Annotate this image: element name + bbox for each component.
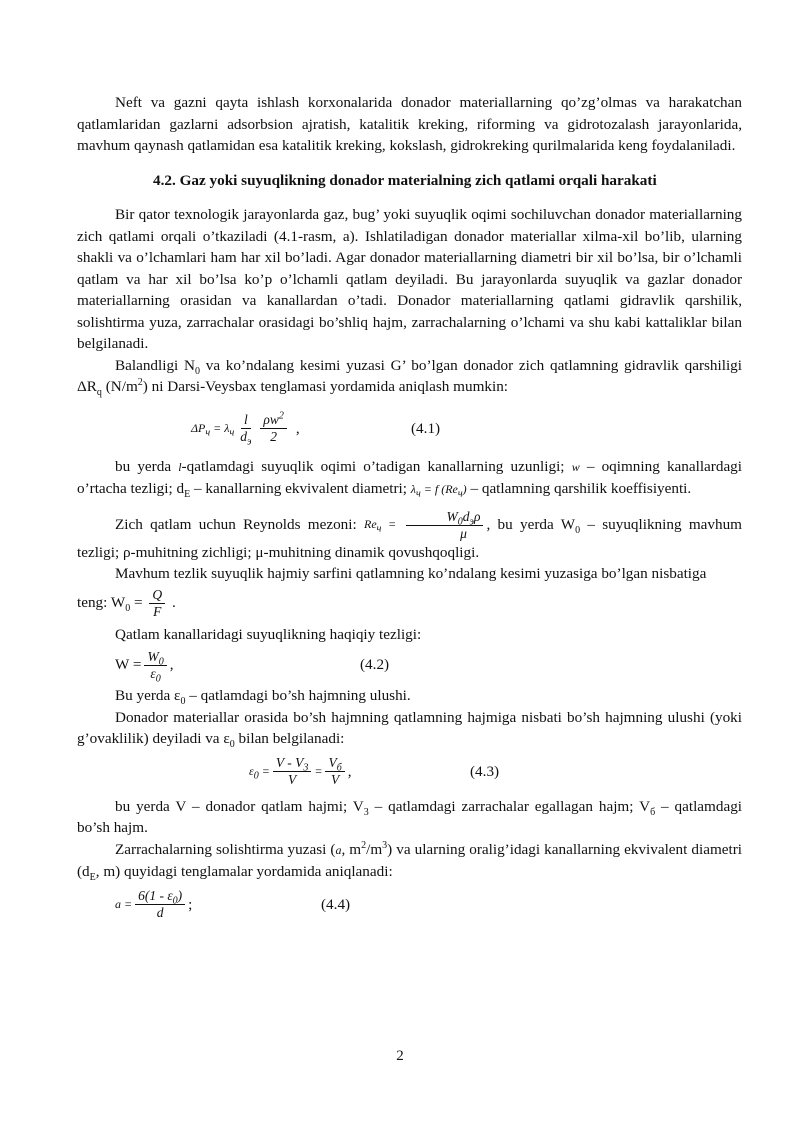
- eq4-number: (4.4): [321, 895, 351, 913]
- page-number: 2: [396, 1048, 404, 1064]
- equation-4-4: a = $\frac{6(1 - \varepsilon_0)}{d}$ ; (4.4): [115, 888, 351, 920]
- equation-4-3: $\varepsilon_0$ = $\frac{V - V_3}{V}$ = $\frac{V_б}{V}$ , (4.3): [249, 755, 500, 787]
- eq2-number: (4.2): [360, 656, 390, 674]
- eq3-number: (4.3): [470, 762, 500, 780]
- eq3-fraction-1: $\frac{V - V_3}{V}$: [273, 755, 312, 788]
- paragraph-superficial-velocity: Mavhum tezlik suyuqlik hajmiy sarfini qatlamning ko’ndalang kesimi yuzasiga bo’lgan nisbatiga: [115, 565, 707, 582]
- w0-fraction: $\frac{Q}{F}$: [149, 587, 165, 620]
- eq1-lhs: $\Delta P_ч = \lambda_ч$: [191, 420, 235, 439]
- reynolds-fraction: $\frac{W_0d_э\rho}{\mu}$: [406, 509, 484, 542]
- eq1-fraction-rho-w: $\frac{\rho w^2}{2}$: [260, 412, 286, 445]
- paragraph-specific-surface: Zarrachalarning solishtirma yuzasi (a, $m^2/m^3$) va ularning oralig’idagi kanallarning ekvivalent diametri ($d_E$, m) quyidagi tenglamalar yordamida aniqlanadi:: [77, 839, 742, 884]
- eq3-fraction-2: $\frac{V_б}{V}$: [325, 755, 344, 788]
- equation-4-2: W = $\frac{W_0}{\varepsilon_0}$ , (4.2): [115, 648, 390, 685]
- paragraph-void-fraction: Bu yerda $\varepsilon_0$ – qatlamdagi bo’sh hajmning ulushi.: [115, 687, 411, 708]
- paragraph-intro: Neft va gazni qayta ishlash korxonalarida donador materiallarning qo’zg’olmas va harakatchan qatlamlaridan gazlarni adsorbsion ajratish, katalitik kreking, riforming va gidrotozalash jarayonlarida, mavhum qaynash qatlamidan esa katalitik kreking, kokslash, gidrokreking qurilmalarida keng foydalaniladi.: [77, 94, 742, 154]
- paragraph-actual-velocity: Qatlam kanallaridagi suyuqlikning haqiqiy tezligi:: [115, 625, 422, 643]
- paragraph-volumes: bu yerda V – donador qatlam hajmi; $V_3$ – qatlamdagi zarrachalar egallagan hajm; $V_б$ – qatlamdagi bo’sh hajm.: [77, 797, 743, 836]
- page-body: [77, 92, 742, 927]
- paragraph-porosity: Donador materiallar orasida bo’sh hajmning qatlamning hajmiga nisbati bo’sh hajmning ulushi (yoki g’ovaklilik) deyiladi va $\varepsilon_0$ bilan belgilanadi:: [77, 708, 742, 751]
- eq1-number: (4.1): [411, 419, 441, 437]
- eq2-fraction: $\frac{W_0}{\varepsilon_0}$: [144, 649, 166, 682]
- eq1-fraction-l-d: $\frac{l}{d_э}$: [240, 412, 252, 448]
- paragraph-dense-layer: Bir qator texnologik jarayonlarda gaz, bug’ yoki suyuqlik oqimi sochiluvchan donador materiallarning zich qatlami orqali o’tkaziladi (4.1-rasm, a). Ishlatiladigan donador materiallar xilma-xil bo’lib, ularning shakli va o’lchamlari ham har xil bo’ladi. Agar donador materiallarning diametri bir xil bo’lsa, bir o’lchamli qatlam va har xil bo’lsa ko’p o’lchamli qatlam deyiladi. Bu jarayonlarda suyuqlik va gazlar donador materiallarning orasidan va kanallardan o’tadi. Donador materiallarning qatlami gidravlik qarshilik, solishtirma yuza, zarrachalar orasidagi bo’shliq hajm, zarrachalarning o’lchami va shu kabi kattaliklar bilan belgilanadi.: [77, 206, 742, 352]
- paragraph-reynolds: Zich qatlam uchun Reynolds mezoni: $Re_ч$ = $\frac{W_0d_э\rho}{\mu}$ , bu yerda $W_0$ – suyuqlikning mavhum tezligi; ρ-muhitning zichligi; μ-muhitning dinamik qovushqoqligi.: [77, 508, 742, 561]
- section-heading: 4.2. Gaz yoki suyuqlikning donador materialning zich qatlami orqali harakati: [153, 171, 657, 189]
- equation-4-1: [77, 404, 742, 454]
- paragraph-definitions-1: bu yerda l-qatlamdagi suyuqlik oqimi o’tadigan kanallarning uzunligi; w – oqimning kanallardagi o’rtacha tezligi; $d_E$ – kanallarning ekvivalent diametri; $\lambda_ч = f$ $(Re_ч)$ – qatlamning qarshilik koeffisiyenti.: [77, 457, 742, 501]
- eq4-fraction: $\frac{6(1 - \varepsilon_0)}{d}$: [135, 888, 185, 921]
- formula-w0: teng: $W_0$ = $\frac{Q}{F}$ .: [77, 586, 176, 619]
- paragraph-resistance: Balandligi $N_0$ va ko’ndalang kesimi yuzasi G’ bo’lgan donador zich qatlamning gidravlik qarshiligi $\Delta R_q$ $(N/m^2)$ ni Darsi-Veysbax tenglamasi yordamida aniqlash mumkin:: [77, 356, 742, 399]
- eq1-comma: ,: [295, 419, 300, 437]
